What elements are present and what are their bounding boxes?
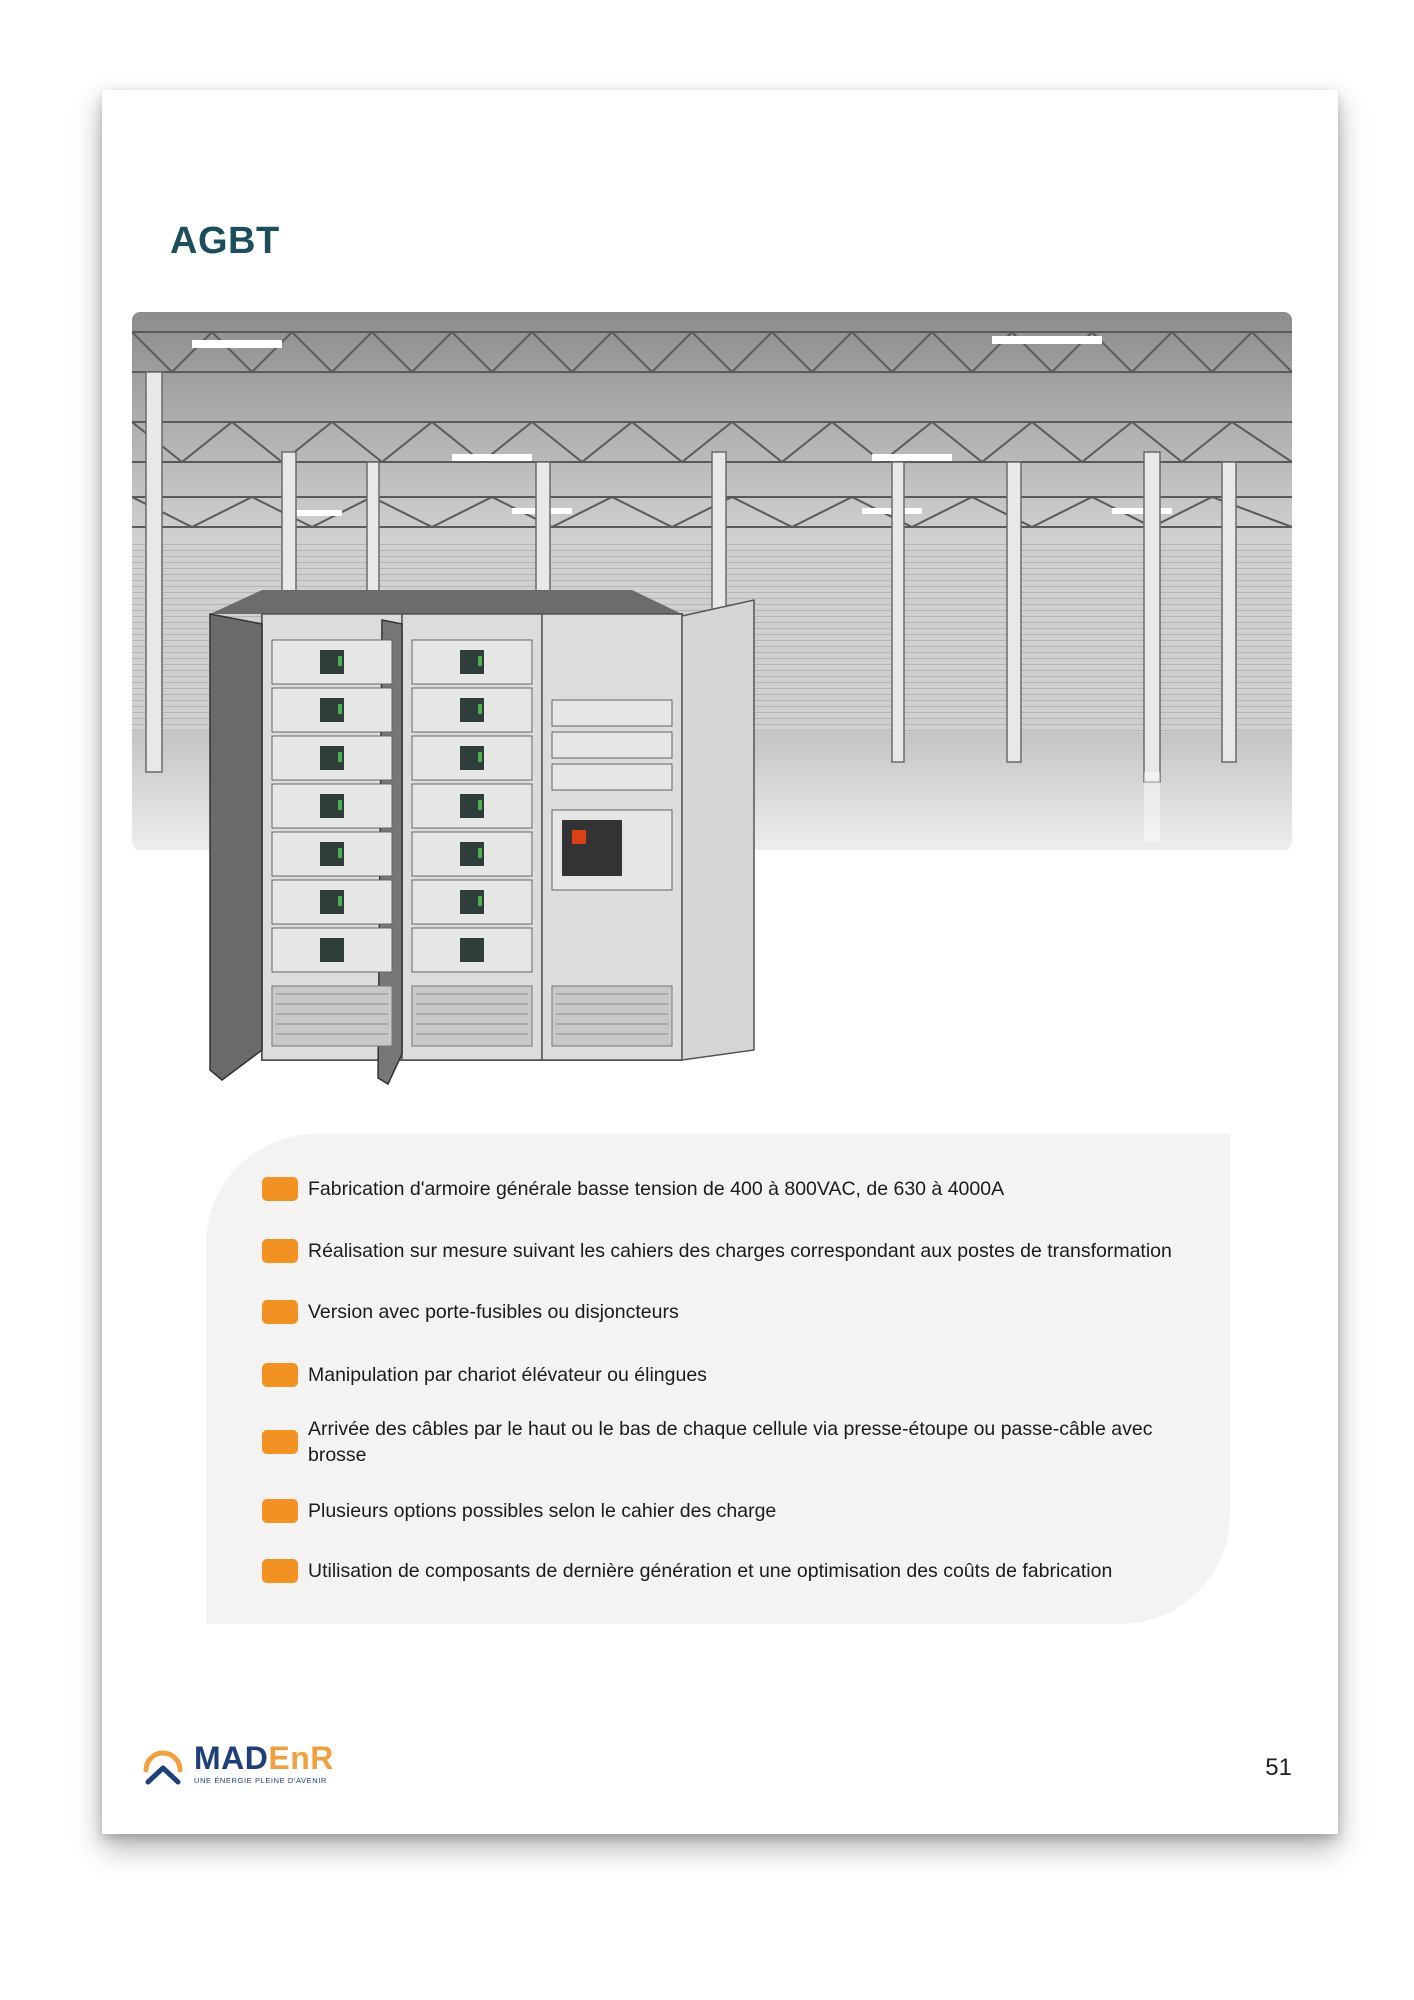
list-item xyxy=(262,1362,1222,1388)
list-item xyxy=(262,1498,1222,1524)
logo-wordmark: MADEnR xyxy=(194,1739,334,1776)
bullet-square-icon xyxy=(262,1239,298,1263)
list-item xyxy=(262,1238,1222,1264)
list-item xyxy=(262,1416,1182,1468)
list-item xyxy=(262,1558,1222,1584)
feature-text: Manipulation par chariot élévateur ou élingues xyxy=(308,1364,707,1386)
agbt-cabinet-illustration xyxy=(202,590,762,1090)
bullet-square-icon xyxy=(262,1499,298,1523)
bullet-square-icon xyxy=(262,1177,298,1201)
list-item xyxy=(262,1176,1222,1202)
document-page xyxy=(102,90,1338,1834)
list-item xyxy=(262,1299,1222,1325)
bullet-square-icon xyxy=(262,1363,298,1387)
bullet-square-icon xyxy=(262,1559,298,1583)
feature-text: Arrivée des câbles par le haut ou le bas de chaque cellule via presse-étoupe ou passe-câble avec brosse xyxy=(308,1418,1153,1466)
logo-tagline: UNE ÉNERGIE PLEINE D'AVENIR xyxy=(194,1775,327,1785)
features-panel xyxy=(206,1134,1230,1624)
page-title: AGBT xyxy=(170,220,280,262)
feature-text: Utilisation de composants de dernière génération et une optimisation des coûts de fabrication xyxy=(308,1560,1113,1582)
house-sun-icon xyxy=(140,1740,186,1786)
feature-text: Version avec porte-fusibles ou disjoncteurs xyxy=(308,1301,679,1323)
bullet-square-icon xyxy=(262,1430,298,1454)
feature-text: Fabrication d'armoire générale basse tension de 400 à 800VAC, de 630 à 4000A xyxy=(308,1178,1005,1200)
madenr-logo xyxy=(140,1740,334,1786)
feature-text: Réalisation sur mesure suivant les cahiers des charges correspondant aux postes de transformation xyxy=(308,1240,1172,1262)
page-number: 51 xyxy=(1265,1754,1292,1781)
bullet-square-icon xyxy=(262,1300,298,1324)
feature-text: Plusieurs options possibles selon le cahier des charge xyxy=(308,1500,777,1522)
